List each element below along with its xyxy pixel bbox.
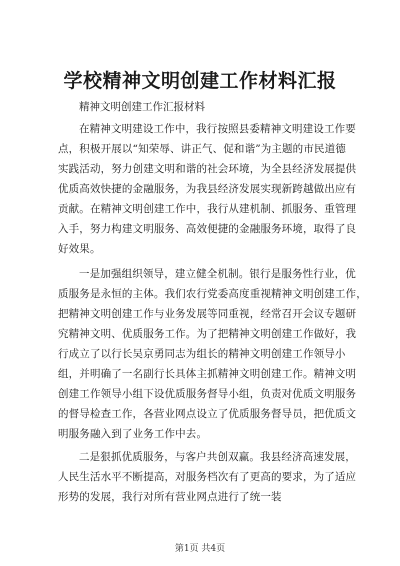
body-line: 质服务是永恒的主体。我们农行党委高度重视精神文明创建工作， — [58, 288, 367, 300]
body-line: 究精神文明、优质服务工作。为了把精神文明创建工作做好，我 — [58, 328, 357, 340]
body-line: 好效果。 — [58, 243, 101, 255]
body-line: 人民生活水平不断提高，对服务档次有了更高的要求，为了适应 — [58, 471, 357, 483]
body-line: 创建工作领导小组下设优质服务督导小组，负责对优质文明服务 — [58, 388, 357, 400]
body-line: 一是加强组织领导，建立健全机制。银行是服务性行业，优 — [79, 268, 356, 280]
body-line: 入手，努力构建文明服务、高效便捷的金融服务环境，取得了良 — [58, 223, 357, 235]
body-line: 把精神文明创建工作与业务发展等同重视，经常召开会议专题研 — [58, 308, 357, 320]
body-line: 二是狠抓优质服务，与客户共创双赢。我县经济高速发展， — [79, 451, 356, 463]
body-line: 优质高效快捷的金融服务，为我县经济发展实现新跨越做出应有 — [58, 183, 357, 195]
body-line: 在精神文明建设工作中，我行按照县委精神文明建设工作要 — [79, 123, 356, 135]
body-line: 行成立了以行长吴京勇同志为组长的精神文明创建工作领导小 — [58, 348, 346, 360]
body-line: 明服务融入到了业务工作中去。 — [58, 428, 208, 440]
body-line: 贡献。在精神文明创建工作中，我行从建机制、抓服务、重管理 — [58, 203, 357, 215]
body-line: 形势的发展，我行对所有营业网点进行了统一装 — [58, 491, 282, 503]
body-line: 点，积极开展以“知荣辱、讲正气、促和谐”为主题的市民道德 — [58, 143, 346, 155]
body-line: 组，并明确了一名副行长具体主抓精神文明创建工作。精神文明 — [58, 368, 357, 380]
body-line: 实践活动，努力创建文明和谐的社会环境，为全县经济发展提供 — [58, 163, 357, 175]
document-subtitle: 精神文明创建工作汇报材料 — [79, 101, 205, 113]
body-line: 的督导检查工作，各营业网点设立了优质服务督导员，把优质文 — [58, 408, 357, 420]
page-footer: 第1页 共4页 — [174, 544, 226, 554]
document-title: 学校精神文明创建工作材料汇报 — [63, 70, 337, 92]
